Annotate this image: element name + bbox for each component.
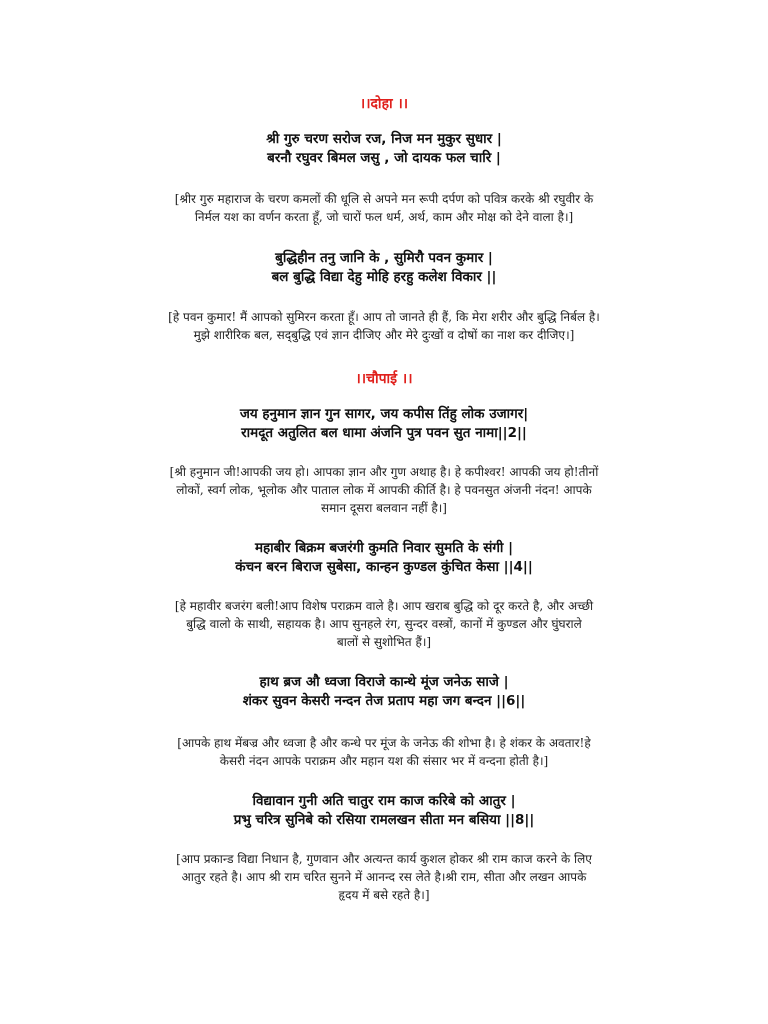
chaupai-3-verse xyxy=(80,673,688,711)
verse-line: शंकर सुवन केसरी नन्दन तेज प्रताप महा जग बन्दन ||6|| xyxy=(242,693,526,709)
meaning-line: मुझे शारीरिक बल, सद्‍बुद्धि एवं ज्ञान दीजिए और मेरे दुःखों व दोषों का नाश कर दीजिए।] xyxy=(193,328,575,342)
doha-2-meaning xyxy=(108,308,660,344)
meaning-line: [हे पवन कुमार! मैं आपको सुमिरन करता हूँ। आप तो जानते ही हैं, कि मेरा शरीर और बुद्धि निर्बल है। xyxy=(168,310,600,324)
chaupai-4-meaning xyxy=(108,850,660,904)
verse-line: बरनौ रघुवर बिमल जसु , जो दायक फल चारि | xyxy=(267,150,501,166)
chaupai-1-verse xyxy=(80,405,688,443)
chaupai-1-meaning xyxy=(108,463,660,517)
doha-1-verse xyxy=(80,130,688,168)
meaning-line: [आपके हाथ मेंबज्र और ध्वजा है और कन्धे पर मूंज के जनेऊ की शोभा है। हे शंकर के अवतार!हे xyxy=(177,736,591,750)
verse-line: श्री गुरु चरण सरोज रज, निज मन मुकुर सुधार | xyxy=(266,131,502,147)
meaning-line: लोकों, स्वर्ग लोक, भूलोक और पाताल लोक में आपकी कीर्ति है। हे पवनसुत अंजनी नंदन! आपके xyxy=(176,483,592,497)
doha-heading: ।।दोहा ।। xyxy=(359,96,409,112)
meaning-line: [श्री हनुमान जी!आपकी जय हो। आपका ज्ञान और गुण अथाह है। हे कपीश्वर! आपकी जय हो!तीनों xyxy=(169,465,599,479)
verse-line: रामदूत अतुलित बल धामा अंजनि पुत्र पवन सुत नामा||2|| xyxy=(241,425,527,441)
meaning-line: [हे महावीर बजरंग बली!आप विशेष पराक्रम वाले है। आप खराब बुद्धि को दूर करते है, और अच्छी xyxy=(174,599,594,613)
verse-line: विद्यावान गुनी अति चातुर राम काज करिबे को आतुर | xyxy=(252,793,516,809)
meaning-line: निर्मल यश का वर्णन करता हूँ, जो चारों फल धर्म, अर्थ, काम और मोक्ष को देने वाला है।] xyxy=(194,210,574,224)
verse-line: बुद्धिहीन तनु जानि के , सुमिरौ पवन कुमार | xyxy=(275,250,493,266)
meaning-line: बुद्धि वालो के साथी, सहायक है। आप सुनहले रंग, सुन्दर वस्त्रों, कानों में कुण्डल और घुंघराले xyxy=(186,617,582,631)
chaupai-heading: ।।चौपाई ।। xyxy=(355,371,413,387)
doha-1-meaning xyxy=(108,190,660,226)
chaupai-2-meaning xyxy=(108,597,660,651)
meaning-line: [श्रीर गुरु महाराज के चरण कमलों की धूलि से अपने मन रूपी दर्पण को पवित्र करके श्री रघुवीर के xyxy=(174,192,594,206)
verse-line: हाथ ब्रज औ ध्वजा विराजे कान्थे मूंज जनेऊ साजे | xyxy=(259,674,509,690)
meaning-line: [आप प्रकान्ड विद्या निधान है, गुणवान और अत्यन्त कार्य कुशल होकर श्री राम काज करने के लिए xyxy=(176,852,592,866)
verse-line: प्रभु चरित्र सुनिबे को रसिया रामलखन सीता मन बसिया ||8|| xyxy=(233,812,535,828)
verse-line: जय हनुमान ज्ञान गुन सागर, जय कपीस तिंहु लोक उजागर| xyxy=(239,406,529,422)
chaupai-3-meaning xyxy=(108,734,660,770)
meaning-line: समान दूसरा बलवान नहीं है।] xyxy=(321,501,447,515)
verse-line: महाबीर बिक्रम बजरंगी कुमति निवार सुमति के संगी | xyxy=(254,540,514,556)
doha-2-verse xyxy=(80,249,688,287)
verse-line: बल बुद्धि विद्या देहु मोहि हरहु कलेश विकार || xyxy=(271,269,497,285)
chaupai-2-verse xyxy=(80,539,688,577)
meaning-line: आतुर रहते है। आप श्री राम चरित सुनने में आनन्द रस लेते है।श्री राम, सीता और लखन आपके xyxy=(181,870,587,884)
verse-line: कंचन बरन बिराज सुबेसा, कान्हन कुण्डल कुंचित केसा ||4|| xyxy=(235,559,533,575)
meaning-line: केसरी नंदन आपके पराक्रम और महान यश की संसार भर में वन्दना होती है।] xyxy=(219,754,549,768)
meaning-line: हृदय में बसे रहते है।] xyxy=(338,888,430,902)
meaning-line: बालों से सुशोभित हैं।] xyxy=(336,635,432,649)
chaupai-4-verse xyxy=(80,792,688,830)
